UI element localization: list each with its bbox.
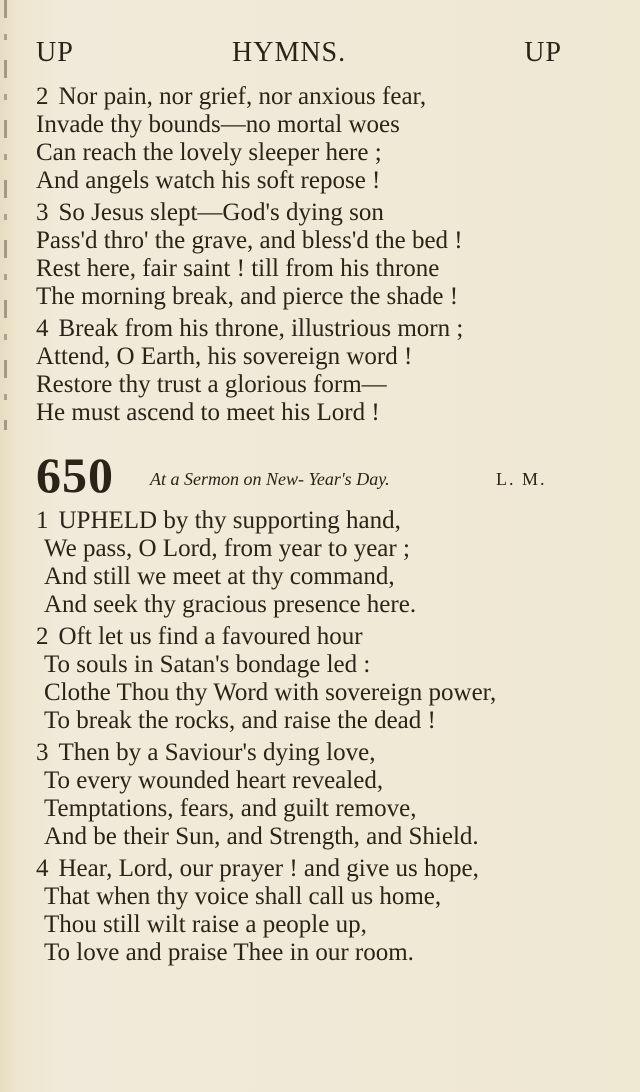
stanza-line: Clothe Thou thy Word with sovereign power,: [44, 679, 497, 706]
stanza-number: 2: [36, 623, 49, 650]
stanza-line: The morning break, and pierce the shade !: [36, 283, 459, 310]
stanza-line: And seek thy gracious presence here.: [44, 591, 417, 618]
stanza-line: Can reach the lovely sleeper here ;: [36, 139, 382, 166]
stanza-number: 2: [36, 83, 49, 110]
stanza-line: To every wounded heart revealed,: [44, 767, 384, 794]
stanza-line: Temptations, fears, and guilt remove,: [44, 795, 417, 822]
prev-stanza-3: [36, 199, 463, 311]
hymn-stanza-2: [36, 623, 496, 735]
stanza-line: That when thy voice shall call us home,: [44, 883, 442, 910]
stanza-line: And still we meet at thy command,: [44, 563, 395, 590]
stanza-line: Thou still wilt raise a people up,: [44, 911, 367, 938]
header-left: UP: [36, 37, 74, 68]
hymn-stanza-4: [36, 855, 479, 967]
stanza-line: To break the rocks, and raise the dead !: [44, 707, 436, 734]
prev-stanza-2: [36, 83, 426, 195]
stanza-line: 2 Nor pain, nor grief, nor anxious fear,: [36, 83, 427, 110]
binding-gutter: [4, 0, 7, 430]
stanza-number: 3: [36, 739, 49, 766]
hymn-stanza-1: [36, 507, 416, 619]
stanza-number: 1: [36, 507, 49, 534]
prev-stanza-4: [36, 315, 463, 427]
stanza-line: And be their Sun, and Strength, and Shield.: [44, 823, 479, 850]
header-title: HYMNS.: [232, 37, 347, 68]
hymn-meter: L. M.: [496, 469, 547, 489]
hymn-stanza-3: [36, 739, 479, 851]
stanza-line: 1 UPHELD by thy supporting hand,: [36, 507, 401, 534]
hymn-number: 650: [36, 447, 114, 503]
stanza-line: 3 Then by a Saviour's dying love,: [36, 739, 376, 766]
stanza-line: To souls in Satan's bondage led :: [44, 651, 371, 678]
stanza-line: Rest here, fair saint ! till from his throne: [36, 255, 440, 282]
stanza-line: 2 Oft let us find a favoured hour: [36, 623, 363, 650]
stanza-line: 3 So Jesus slept—God's dying son: [36, 199, 384, 226]
stanza-line: To love and praise Thee in our room.: [44, 939, 414, 966]
stanza-line: Restore thy trust a glorious form—: [36, 371, 387, 398]
stanza-line: Invade thy bounds—no mortal woes: [36, 111, 400, 138]
stanza-line: He must ascend to meet his Lord !: [36, 399, 380, 426]
stanza-line: We pass, O Lord, from year to year ;: [44, 535, 410, 562]
stanza-number: 3: [36, 199, 49, 226]
stanza-line: 4 Break from his throne, illustrious morn ;: [36, 315, 464, 342]
stanza-line: Attend, O Earth, his sovereign word !: [36, 343, 413, 370]
stanza-line: And angels watch his soft repose !: [36, 167, 381, 194]
hymn-heading: [36, 447, 596, 503]
running-header: [36, 36, 562, 70]
stanza-number: 4: [36, 855, 49, 882]
header-right: UP: [524, 37, 562, 68]
stanza-number: 4: [36, 315, 49, 342]
stanza-line: 4 Hear, Lord, our prayer ! and give us hope,: [36, 855, 479, 882]
stanza-line: Pass'd thro' the grave, and bless'd the bed !: [36, 227, 463, 254]
hymn-occasion: At a Sermon on New- Year's Day.: [150, 469, 390, 489]
